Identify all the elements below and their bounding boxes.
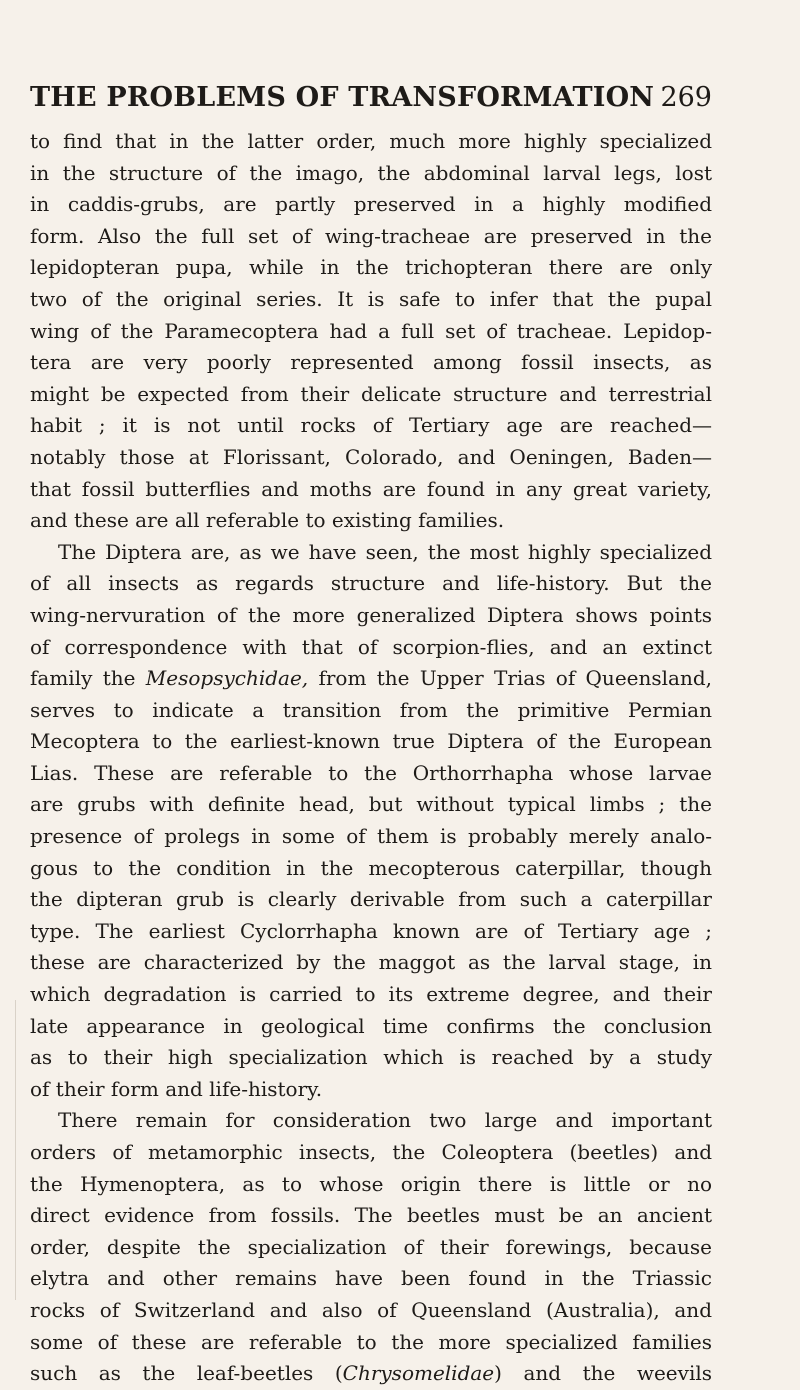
text-line: form. Also the full set of wing-tracheae are preserved in the: [30, 223, 712, 248]
text-line: these are characterized by the maggot as the larval stage, in: [30, 950, 712, 975]
text-line: rocks of Switzerland and also of Queensland (Australia), and: [30, 1297, 712, 1322]
text-line: late appearance in geological time confirms the conclusion: [30, 1013, 712, 1038]
text-line: which degradation is carried to its extreme degree, and their: [30, 982, 712, 1007]
text-line: to find that in the latter order, much more highly specialized: [30, 129, 712, 153]
text-segment: ) and the weevils: [494, 1361, 713, 1386]
text-line: that fossil butterflies and moths are found in any great variety,: [30, 476, 712, 501]
text-line: Lias. These are referable to the Orthorrhapha whose larvae: [30, 760, 712, 785]
text-line: direct evidence from fossils. The beetles must be an ancient: [30, 1203, 712, 1228]
text-line: and these are all referable to existing families.: [30, 508, 505, 533]
text-line: of all insects as regards structure and life-history. But the: [30, 571, 712, 596]
text-line: [30, 1358, 712, 1390]
text-line: of their form and life-history.: [30, 1076, 323, 1101]
taxon-name: Mesopsychidae,: [145, 666, 309, 691]
text-line: presence of prolegs in some of them is probably merely analo-: [30, 824, 712, 849]
text-segment: from the Upper Trias of Queensland,: [308, 666, 712, 691]
text-line: lepidopteran pupa, while in the trichopteran there are only: [30, 255, 712, 280]
page-number: 269: [660, 82, 712, 113]
text-line: gous to the condition in the mecopterous caterpillar, though: [30, 855, 712, 880]
text-line: the dipteran grub is clearly derivable from such a caterpillar: [30, 887, 712, 912]
text-line: two of the original series. It is safe to infer that the pupal: [30, 286, 712, 311]
text-line: elytra and other remains have been found in the Triassic: [30, 1266, 712, 1291]
running-title: THE PROBLEMS OF TRANSFORMATION: [30, 82, 655, 113]
text-line: notably those at Florissant, Colorado, and Oeningen, Baden—: [30, 444, 712, 469]
text-line: of correspondence with that of scorpion-flies, and an extinct: [30, 634, 712, 659]
text-line: There remain for consideration two large and important: [58, 1108, 712, 1133]
text-line: in caddis-grubs, are partly preserved in a highly modified: [30, 192, 712, 217]
text-line: [30, 663, 712, 695]
text-line: order, despite the specialization of their forewings, because: [30, 1234, 712, 1259]
text-line: as to their high specialization which is reached by a study: [30, 1045, 712, 1070]
text-line: wing-nervuration of the more generalized Diptera shows points: [30, 602, 712, 627]
text-line: in the structure of the imago, the abdominal larval legs, lost: [30, 160, 712, 185]
text-line: tera are very poorly represented among fossil insects, as: [30, 350, 712, 375]
text-line: orders of metamorphic insects, the Coleoptera (beetles) and: [30, 1140, 712, 1164]
text-line: some of these are referable to the more specialized families: [30, 1329, 712, 1354]
text-line: serves to indicate a transition from the primitive Permian: [30, 697, 712, 722]
body-text: [30, 126, 712, 1390]
taxon-name: Chrysomelidae: [342, 1361, 495, 1386]
text-line: habit ; it is not until rocks of Tertiary age are reached—: [30, 413, 712, 438]
text-line: type. The earliest Cyclorrhapha known are of Tertiary age ;: [30, 918, 712, 943]
running-head: [30, 82, 712, 122]
text-line: the Hymenoptera, as to whose origin there is little or no: [30, 1171, 712, 1196]
text-segment: such as the leaf-beetles (: [30, 1361, 343, 1386]
text-line: wing of the Paramecoptera had a full set of tracheae. Lepidop-: [30, 318, 712, 343]
text-segment: family the: [30, 666, 146, 691]
text-line: might be expected from their delicate structure and terrestrial: [30, 381, 712, 406]
text-line: The Diptera are, as we have seen, the most highly specialized: [58, 539, 712, 564]
text-line: Mecoptera to the earliest-known true Diptera of the European: [30, 729, 712, 754]
text-line: are grubs with definite head, but without typical limbs ; the: [30, 792, 712, 817]
gutter-shadow: [15, 1000, 16, 1300]
